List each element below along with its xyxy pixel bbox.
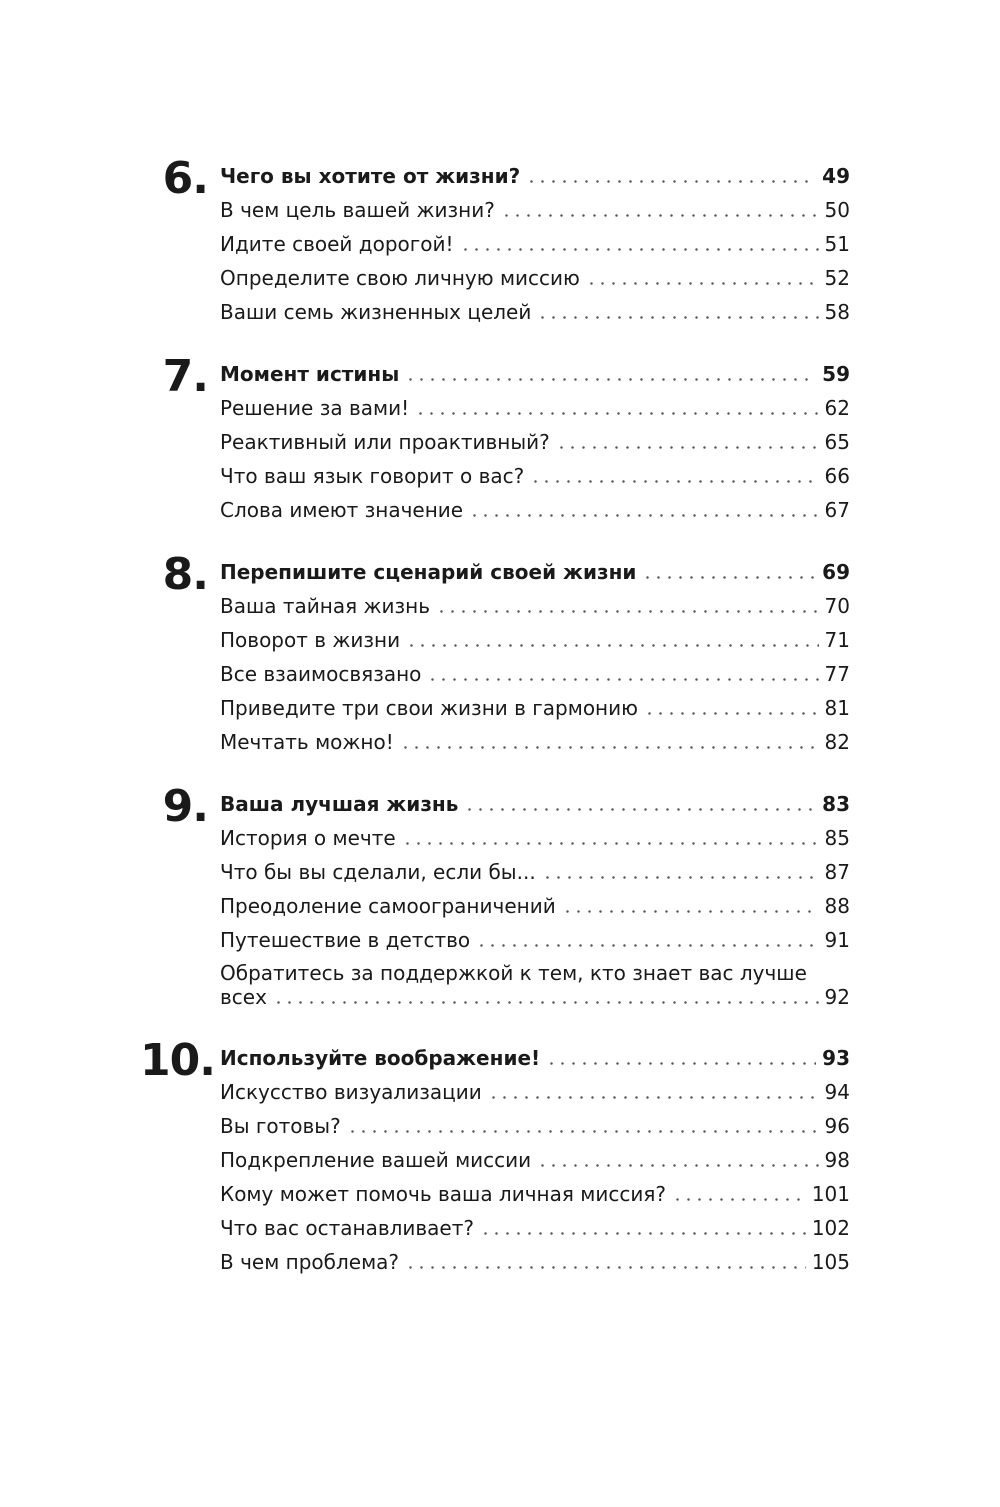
page-number: 58 xyxy=(824,300,850,324)
dot-leader xyxy=(537,1164,818,1167)
chapter-number: 10. xyxy=(140,1035,215,1086)
entry-title-line-1: Обратитесь за поддержкой к тем, кто знает вас лучше xyxy=(220,961,807,985)
toc-entry[interactable] xyxy=(220,1108,850,1142)
dot-leader xyxy=(406,644,818,647)
toc-entry[interactable] xyxy=(220,1074,850,1108)
toc-entry[interactable] xyxy=(220,922,850,956)
entry-title: Ваши семь жизненных целей xyxy=(220,300,532,324)
chapter-title: Ваша лучшая жизнь xyxy=(220,792,459,816)
page-number: 85 xyxy=(824,826,850,850)
page-number: 70 xyxy=(824,594,850,618)
chapter-heading[interactable] xyxy=(220,554,850,588)
chapter-heading[interactable] xyxy=(220,1040,850,1074)
dot-leader xyxy=(556,446,819,449)
toc-entry[interactable] xyxy=(220,656,850,690)
page-number: 82 xyxy=(824,730,850,754)
dot-leader xyxy=(405,378,816,381)
dot-leader xyxy=(402,842,819,845)
entry-title: Вы готовы? xyxy=(220,1114,341,1138)
chapter-heading[interactable] xyxy=(220,158,850,192)
toc-entry[interactable] xyxy=(220,294,850,328)
toc-entry[interactable] xyxy=(220,192,850,226)
chapter-number: 6. xyxy=(162,153,208,204)
toc-entry[interactable] xyxy=(220,724,850,758)
page-number: 67 xyxy=(824,498,850,522)
chapter-title: Чего вы хотите от жизни? xyxy=(220,164,521,188)
entry-title: Определите свою личную миссию xyxy=(220,266,580,290)
chapter-heading[interactable] xyxy=(220,356,850,390)
dot-leader xyxy=(488,1096,819,1099)
page-number: 91 xyxy=(824,928,850,952)
page-number: 52 xyxy=(824,266,850,290)
dot-leader xyxy=(480,1232,806,1235)
entry-title: Приведите три свои жизни в гармонию xyxy=(220,696,638,720)
chapter-title: Перепишите сценарий своей жизни xyxy=(220,560,637,584)
toc-entry[interactable] xyxy=(220,458,850,492)
entry-title: Искусство визуализации xyxy=(220,1080,482,1104)
dot-leader xyxy=(427,678,818,681)
page-number: 98 xyxy=(824,1148,850,1172)
dot-leader xyxy=(469,514,818,517)
page-number: 62 xyxy=(824,396,850,420)
toc-entry[interactable] xyxy=(220,1142,850,1176)
page-number: 94 xyxy=(824,1080,850,1104)
entry-title: Поворот в жизни xyxy=(220,628,401,652)
dot-leader xyxy=(642,576,816,579)
chapter-number: 7. xyxy=(162,351,208,402)
entry-title: Идите своей дорогой! xyxy=(220,232,454,256)
chapter-number: 9. xyxy=(162,781,208,832)
toc-entry[interactable] xyxy=(220,260,850,294)
page-number: 51 xyxy=(824,232,850,256)
entry-title: В чем цель вашей жизни? xyxy=(220,198,495,222)
entry-title: История о мечте xyxy=(220,826,396,850)
page-number: 102 xyxy=(811,1216,850,1240)
entry-title: Все взаимосвязано xyxy=(220,662,422,686)
dot-leader xyxy=(464,808,816,811)
dot-leader xyxy=(347,1130,819,1133)
chapter-6 xyxy=(140,153,850,328)
entry-title: Ваша тайная жизнь xyxy=(220,594,431,618)
toc-entry[interactable] xyxy=(220,226,850,260)
page-number: 93 xyxy=(822,1046,850,1070)
page-number: 87 xyxy=(824,860,850,884)
page-number: 50 xyxy=(824,198,850,222)
dot-leader xyxy=(542,876,819,879)
toc-entry[interactable] xyxy=(220,1244,850,1278)
chapter-number: 8. xyxy=(162,549,208,600)
dot-leader xyxy=(400,746,819,749)
dot-leader xyxy=(537,316,818,319)
toc-entry[interactable] xyxy=(220,588,850,622)
dot-leader xyxy=(476,944,818,947)
dot-leader xyxy=(526,180,816,183)
page-number: 105 xyxy=(811,1250,850,1274)
entry-title: Что вас останавливает? xyxy=(220,1216,475,1240)
toc-entry[interactable] xyxy=(220,622,850,656)
dot-leader xyxy=(460,248,819,251)
dot-leader xyxy=(586,282,819,285)
dot-leader xyxy=(644,712,819,715)
chapter-7 xyxy=(140,351,850,526)
entry-title: Реактивный или проактивный? xyxy=(220,430,550,454)
page-number: 83 xyxy=(822,792,850,816)
toc-entry[interactable] xyxy=(220,820,850,854)
chapter-8 xyxy=(140,549,850,758)
entry-title: Кому может помочь ваша личная миссия? xyxy=(220,1182,666,1206)
chapter-9 xyxy=(140,781,850,1012)
toc-entry[interactable] xyxy=(220,492,850,526)
page-number: 69 xyxy=(822,560,850,584)
chapter-10 xyxy=(140,1035,850,1278)
dot-leader xyxy=(530,480,818,483)
page-number: 65 xyxy=(824,430,850,454)
page-number: 81 xyxy=(824,696,850,720)
dot-leader xyxy=(415,412,818,415)
entry-title: Подкрепление вашей миссии xyxy=(220,1148,532,1172)
chapter-title: Используйте воображение! xyxy=(220,1046,541,1070)
toc-entry[interactable] xyxy=(220,888,850,922)
toc-entry-wrapped[interactable] xyxy=(220,956,850,1012)
dot-leader xyxy=(672,1198,806,1201)
entry-title: Решение за вами! xyxy=(220,396,410,420)
toc-entry[interactable] xyxy=(220,1176,850,1210)
page-number: 77 xyxy=(824,662,850,686)
dot-leader xyxy=(562,910,819,913)
dot-leader xyxy=(273,1001,819,1004)
toc-entry[interactable] xyxy=(220,390,850,424)
toc-entry[interactable] xyxy=(220,1210,850,1244)
dot-leader xyxy=(436,610,819,613)
toc-entry[interactable] xyxy=(220,424,850,458)
dot-leader xyxy=(501,214,819,217)
toc-entry[interactable] xyxy=(220,854,850,888)
chapter-title: Момент истины xyxy=(220,362,400,386)
page-number: 71 xyxy=(824,628,850,652)
entry-title: В чем проблема? xyxy=(220,1250,400,1274)
table-of-contents xyxy=(140,153,850,1306)
page-number: 101 xyxy=(811,1182,850,1206)
entry-title: Что бы вы сделали, если бы... xyxy=(220,860,536,884)
entry-title: Что ваш язык говорит о вас? xyxy=(220,464,525,488)
entry-title: Путешествие в детство xyxy=(220,928,471,952)
dot-leader xyxy=(546,1062,816,1065)
page-number: 49 xyxy=(822,164,850,188)
page-number: 59 xyxy=(822,362,850,386)
entry-title-line-2: всех xyxy=(220,985,267,1009)
page-number: 66 xyxy=(824,464,850,488)
page-number: 92 xyxy=(824,985,850,1009)
toc-entry[interactable] xyxy=(220,690,850,724)
entry-title-line-2-row xyxy=(220,985,850,1012)
entry-title: Слова имеют значение xyxy=(220,498,464,522)
page-number: 88 xyxy=(824,894,850,918)
page-number: 96 xyxy=(824,1114,850,1138)
chapter-heading[interactable] xyxy=(220,786,850,820)
dot-leader xyxy=(405,1266,806,1269)
entry-title: Преодоление самоограничений xyxy=(220,894,556,918)
entry-title: Мечтать можно! xyxy=(220,730,394,754)
